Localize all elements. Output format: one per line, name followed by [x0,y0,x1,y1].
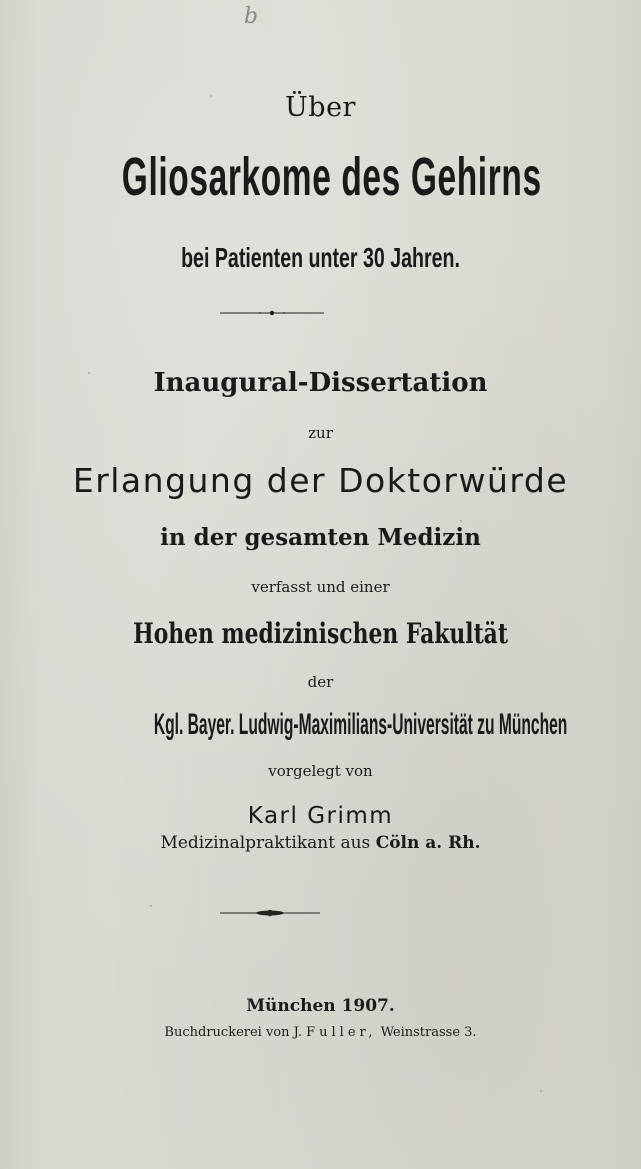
printer-line [0,1026,641,1039]
connector-vorgelegt: vorgelegt von [268,762,373,780]
university-name: Kgl. Bayer. Ludwig-Maximilians-Universität zu München [153,708,568,741]
title-prefix: Über [285,92,356,123]
main-title: Gliosarkome des Gehirns [121,147,542,207]
place-and-year: München 1907. [246,996,395,1016]
author-info [0,835,641,852]
handwritten-mark: b [243,4,259,29]
connector-zur: zur [308,424,333,442]
author-name: Karl Grimm [247,803,394,829]
document-type: Inaugural-Dissertation [153,368,488,398]
printer-prefix: Buchdruckerei von J. [164,1025,302,1040]
faculty-name: Hohen medizinischen Fakultät [133,617,508,650]
ornamental-rule-top [220,306,324,320]
subtitle: bei Patienten unter 30 Jahren. [181,242,460,273]
connector-verfasst: verfasst und einer [251,578,390,596]
author-title: Medizinalpraktikant aus [160,833,371,853]
printer-address: Weinstrasse 3. [380,1025,477,1040]
ornamental-rule-bottom [220,906,320,920]
author-city: Cöln a. Rh. [375,833,481,853]
connector-der: der [307,673,334,691]
degree-field: in der gesamten Medizin [160,524,481,551]
degree-purpose: Erlangung der Doktorwürde [72,461,569,500]
printer-name: Fuller, [306,1025,377,1040]
